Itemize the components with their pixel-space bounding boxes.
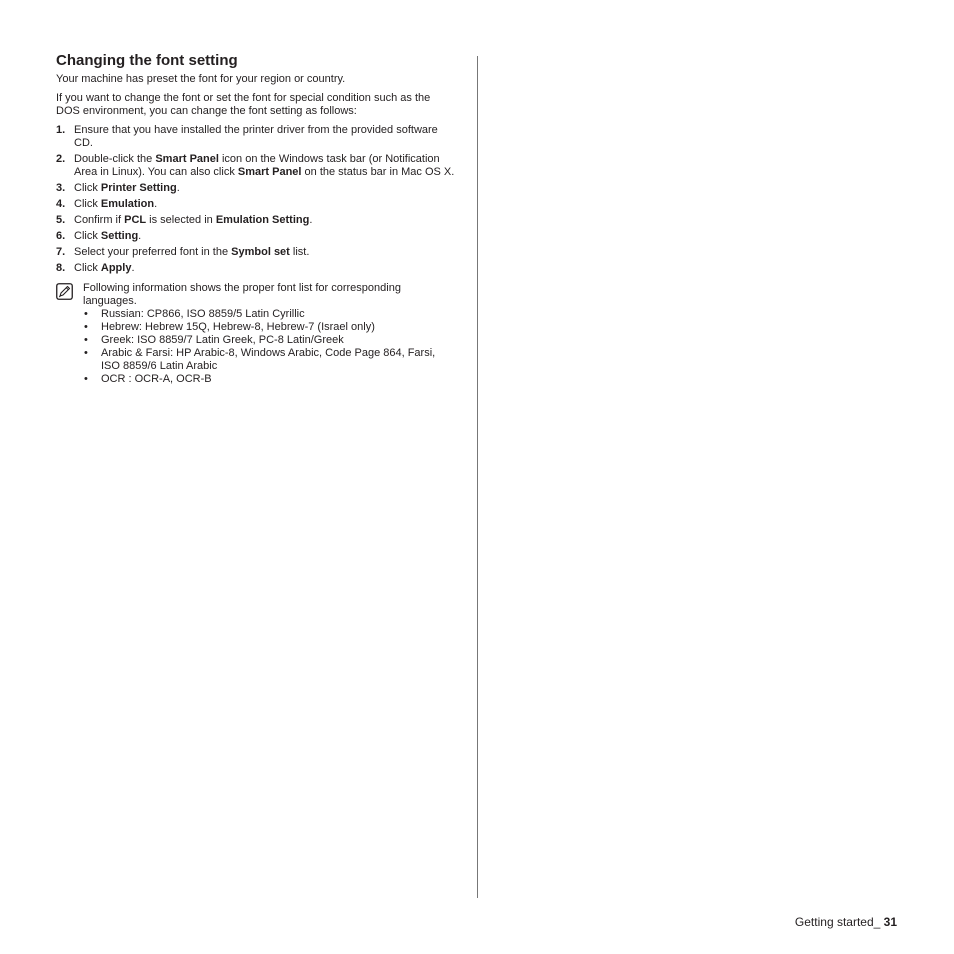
step-text: . — [131, 262, 135, 274]
step-item — [56, 214, 456, 227]
step-text: . — [138, 230, 142, 242]
footer-section-label: Getting started_ — [794, 915, 884, 929]
step-emphasis: PCL — [124, 214, 147, 226]
language-item — [83, 321, 456, 334]
page-number: 31 — [883, 915, 897, 929]
step-emphasis: Apply — [100, 262, 132, 274]
step-item — [56, 182, 456, 195]
step-number: 7. — [56, 246, 66, 258]
language-item-text: Greek: ISO 8859/7 Latin Greek, PC-8 Latin/Greek — [101, 334, 344, 346]
page-footer — [795, 915, 897, 929]
step-item — [56, 153, 456, 179]
step-text: list. — [289, 246, 310, 258]
language-item — [83, 308, 456, 321]
step-emphasis: Emulation Setting — [215, 214, 310, 226]
step-number: 2. — [56, 153, 66, 165]
column-divider — [477, 56, 478, 898]
step-emphasis: Smart Panel — [237, 166, 302, 178]
note-text: Following information shows the proper font list for corresponding languages. — [83, 282, 401, 307]
step-item — [56, 262, 456, 275]
step-text: Click — [74, 198, 101, 210]
step-emphasis: Printer Setting — [100, 182, 177, 194]
language-item-text: Arabic & Farsi: HP Arabic-8, Windows Arabic, Code Page 864, Farsi, ISO 8859/6 Latin Arabic — [101, 347, 436, 372]
step-text: . — [176, 182, 180, 194]
language-item-text: Hebrew: Hebrew 15Q, Hebrew-8, Hebrew-7 (Israel only) — [101, 321, 375, 333]
step-text: Click — [74, 262, 101, 274]
steps-list — [56, 124, 456, 275]
step-emphasis: Symbol set — [231, 246, 290, 258]
language-item — [83, 373, 456, 386]
bullet-mark: • — [84, 347, 88, 359]
step-text: . — [154, 198, 158, 210]
step-emphasis: Setting — [100, 230, 139, 242]
step-text: Confirm if — [74, 214, 125, 226]
language-item — [83, 334, 456, 347]
section-heading: Changing the font setting — [56, 52, 238, 69]
step-number: 1. — [56, 124, 66, 136]
condition-paragraph: If you want to change the font or set the font for special condition such as the DOS environment, you can change the font setting as follows: — [56, 92, 431, 117]
step-text: Click — [74, 230, 101, 242]
bullet-mark: • — [84, 308, 88, 320]
step-text: . — [309, 214, 313, 226]
language-item-text: OCR : OCR-A, OCR-B — [101, 373, 212, 385]
language-font-list — [83, 308, 456, 386]
step-number: 4. — [56, 198, 66, 210]
step-number: 6. — [56, 230, 66, 242]
step-emphasis: Smart Panel — [155, 153, 219, 165]
step-item — [56, 198, 456, 211]
bullet-mark: • — [84, 334, 88, 346]
left-column — [56, 52, 456, 386]
step-text: icon on the Windows task bar (or Notification Area in Linux). You can also click — [74, 153, 440, 178]
bullet-mark: • — [84, 373, 88, 385]
bullet-mark: • — [84, 321, 88, 333]
step-number: 3. — [56, 182, 66, 194]
step-text: Select your preferred font in the — [74, 246, 232, 258]
language-item-text: Russian: CP866, ISO 8859/5 Latin Cyrillic — [101, 308, 305, 320]
step-text: Click — [74, 182, 101, 194]
step-emphasis: Emulation — [100, 198, 155, 210]
step-number: 8. — [56, 262, 66, 274]
step-item — [56, 124, 456, 150]
step-text: is selected in — [146, 214, 216, 226]
step-item — [56, 230, 456, 243]
step-text: Ensure that you have installed the printer driver from the provided software CD. — [74, 124, 438, 149]
language-item — [83, 347, 456, 373]
intro-paragraph: Your machine has preset the font for your region or country. — [56, 73, 346, 85]
step-text: on the status bar in Mac OS X. — [301, 166, 455, 178]
note-box — [56, 282, 456, 386]
step-number: 5. — [56, 214, 66, 226]
note-pencil-icon — [56, 283, 73, 300]
step-item — [56, 246, 456, 259]
step-text: Double-click the — [74, 153, 156, 165]
